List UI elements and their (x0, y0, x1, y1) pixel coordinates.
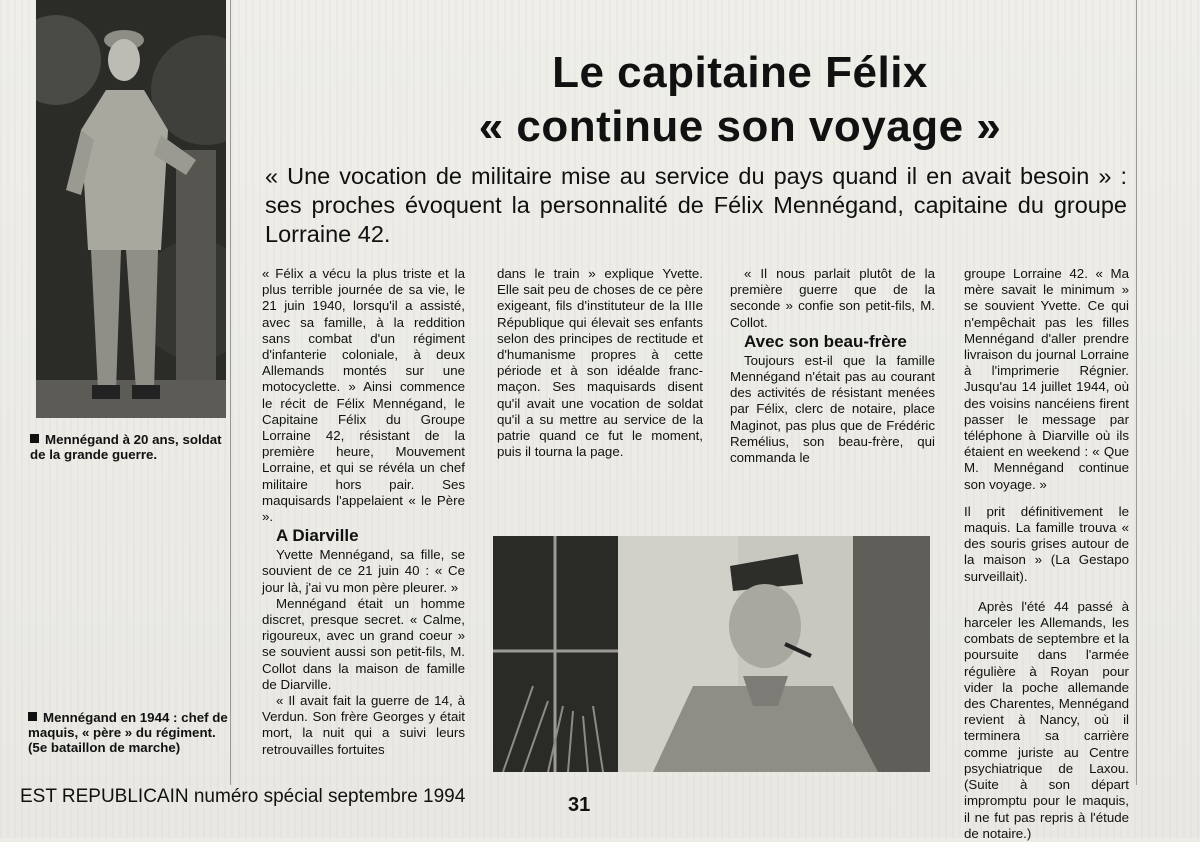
article-column-3 (730, 266, 935, 466)
caption-bullet (28, 712, 37, 721)
paragraph: Toujours est-il que la famille Mennégand n'était pas au courant des activités de résistant menées par Félix, clerc de notaire, place Maginot, pas plus que de Frédéric Remélius, son beau-frère, qui commanda le (730, 352, 935, 466)
paragraph: Il prit définitivement le maquis. La famille trouva « des souris grises autour de la maison » (La Gestapo surveillait). (964, 503, 1129, 584)
section-subhead: A Diarville (276, 526, 359, 546)
paragraph: Après l'été 44 passé à harceler les Allemands, les combats de septembre et la poursuite dans l'armée régulière à Royan pour vider la poche allemande des Charentes, Mennégand revient à Nancy, où il terminera sa carrière comme juriste au Centre psychiatrique de Laxou. (Suite à son départ impromptu pour le maquis, il ne fut pas repris à l'étude de notaire.) (964, 598, 1129, 841)
paragraph: groupe Lorraine 42. « Ma mère savait le minimum » se souvient Yvette. Ce qui n'empêchait pas les filles Mennégand d'aller prendre livraison du journal Lorraine à l'imprimerie Régnier. Jusqu'au 14 juillet 1944, où des voisins nancéiens firent passer le message par téléphone à Diarville où ils étaient en weekend : « Que M. Mennégand continue son voyage. » (964, 266, 1129, 492)
paragraph: dans le train » explique Yvette. Elle sait peu de choses de ce père exigeant, fils d'instituteur de la IIIe République qui élevait ses enfants selon des principes de rectitude et d'humanisme propres à cette période et à son idéalde franc-maçon. Ses maquisards disent qu'il avait une vocation de soldat qu'il a su mettre au service de la patrie quand ce fut le moment, puis il tourna la page. (497, 266, 703, 460)
article-lede: « Une vocation de militaire mise au service du pays quand il en avait besoin » : ses proches évoquent la personnalité de Félix Mennégand, capitaine du groupe Lorraine 42. (265, 163, 1127, 247)
source-credit: EST REPUBLICAIN numéro spécial septembre 1994 (20, 786, 466, 807)
portrait-photo-captain-1944 (493, 536, 930, 772)
article-column-2 (497, 266, 703, 460)
paragraph: « Il avait fait la guerre de 14, à Verdun. Son frère Georges y était mort, la nuit qui a suivi leurs retrouvailles fortuites (262, 693, 465, 757)
caption-text: Mennégand à 20 ans, soldat de la grande guerre. (30, 432, 222, 462)
bleed-through-text-left (0, 0, 36, 480)
article-headline (380, 46, 1100, 154)
headline-line-2: « continue son voyage » (478, 102, 1002, 151)
headline-line-1: Le capitaine Félix (552, 48, 928, 97)
paragraph: Mennégand était un homme discret, presque secret. « Calme, rigoureux, avec un grand coeur » se souvient aussi son petit-fils, M. Collot dans la maison de famille de Diarville. (262, 595, 465, 692)
caption-bullet (30, 434, 39, 443)
article-column-1 (262, 266, 465, 758)
portrait-captain-illustration (493, 536, 930, 772)
page-number: 31 (568, 794, 591, 816)
paragraph: « Il nous parlait plutôt de la première guerre que de la seconde » confie son petit-fils, M. Collot. (730, 266, 935, 330)
caption-text: Mennégand en 1944 : chef de maquis, « père » du régiment. (5e bataillon de marche) (28, 710, 228, 755)
portrait-soldier-illustration (36, 0, 226, 418)
column-rule (1136, 0, 1137, 785)
paragraph: « Félix a vécu la plus triste et la plus terrible journée de sa vie, le 21 juin 1940, lorsqu'il a assisté, avec sa famille, à la reddition sans combat d'un régiment d'infanterie coloniale, à deux Allemands montés sur une motocyclette. » Ainsi commence le récit de Félix Mennégand, le Capitaine Félix du Groupe Lorraine 42, résistant de la première heure, Mouvement Lorraine, et qui se révéla un chef militaire hors pair. Ses maquisards l'appelaient « le Père ». (262, 266, 465, 525)
column-rule (230, 0, 231, 785)
portrait-photo-soldier-ww1 (36, 0, 226, 418)
article-column-4 (964, 266, 1129, 842)
photo-caption-1944 (28, 710, 228, 755)
photo-caption-ww1 (30, 432, 230, 462)
paragraph: Yvette Mennégand, sa fille, se souvient de ce 21 juin 40 : « Ce jour là, j'ai vu mon père pleurer. » (262, 547, 465, 595)
section-subhead: Avec son beau-frère (744, 331, 907, 351)
